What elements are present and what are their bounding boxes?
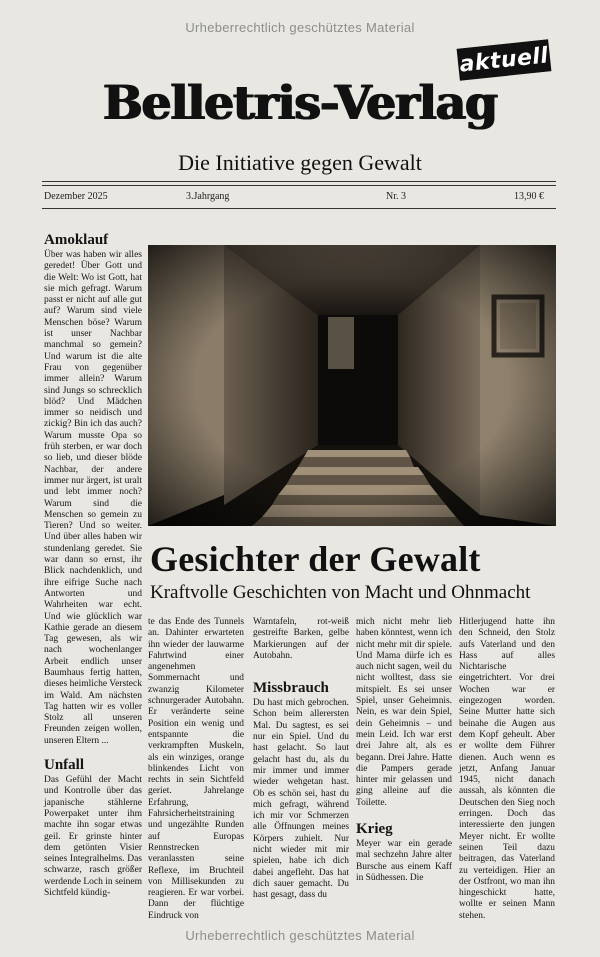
article-text-unfall-end: Warntafeln, rot-weiß gestreifte Barken, gelbe Markierungen auf der Autobahn. bbox=[253, 617, 349, 661]
headline: Gesichter der Gewalt bbox=[150, 539, 481, 579]
column-2 bbox=[148, 617, 244, 922]
issue-price: 13,90 € bbox=[514, 191, 544, 202]
article-text-missbrauch-cont: mich nicht mehr lieb haben könntest, wenn ich nicht mehr mit dir spiele. Und Mama dürfe ich es auch nicht sagen, weil du nicht wolltest, dass sie mitspielt. Es sei unser Spiel, unser Geheimnis. Nein, es war dein Spiel, dein Geheimnis – und mein Leid. Ich war erst drei Jahre alt, als es begann. Drei Jahre. Hatte die Pampers gerade hinter mir gelassen und ging alleine auf die Toilette. bbox=[356, 617, 452, 808]
divider-line bbox=[42, 208, 556, 209]
subheadline: Kraftvolle Geschichten von Macht und Ohnmacht bbox=[150, 582, 531, 603]
section-heading-missbrauch: Missbrauch bbox=[253, 680, 329, 697]
issue-date: Dezember 2025 bbox=[44, 191, 108, 202]
tagline: Die Initiative gegen Gewalt bbox=[178, 150, 422, 175]
article-text-unfall-cont: te das Ende des Tunnels an. Dahinter erwarteten ihn wieder der lauwarme Fahrtwind einer angenehmen Sommernacht und zwanzig Kilometer schnurgerader Autobahn. Er veränderte seine Position ein wenig und entspannte die verkrampften Muskeln, als ein winziges, orange blinkendes Licht von rechts in sein Sichtfeld geriet. Jahrelange Erfahrung, Fahrsicherheitstraining und ungezählte Runden auf Europas Rennstrecken veranlassten seine Reflexe, im Bruchteil von Millisekunden zu reagieren. Er war vorbei. Dann der flüchtige Eindruck von bbox=[148, 617, 244, 921]
section-heading-krieg: Krieg bbox=[356, 821, 393, 838]
watermark-top: Urheberrechtlich geschütztes Material bbox=[185, 20, 415, 35]
column-5 bbox=[459, 617, 555, 922]
dark-corridor-image bbox=[148, 245, 556, 526]
corridor-photo bbox=[148, 245, 556, 526]
article-text-amoklauf: Über was haben wir alles geredet! Über Gott und die Welt: Wo ist Gott, hat sie mich gefragt. Warum passt er nicht auf alle gut auf? Warum sind viele Menschen böse? Warum ist unser Nachbar manchmal so gemein? Und warum ist die alte Frau von gegenüber immer allein? Warum sind Jungs so schrecklich blöd? Und Mädchen immer so neidisch und zickig? Bin ich das auch? Warum musste Opa so früh sterben, er war doch so lieb, und dieser blöde Nachbar, der andere immer nur ärgert, ist uralt und lebt immer noch? Warum sind die Menschen so gemein zu Tieren? Und so weiter. Und über alles haben wir stundenlang geredet. Sie war dann so ernst, ihr Blick nachdenklich, und ihre eifrige Suche nach Antworten und Wahrheiten war echt. Und wie glücklich war Kathie gerade an diesem Tag gewesen, als wir nach wochenlanger Arbeit endlich unser Baumhaus fertig hatten, dieses heimliche Versteck im Wald. Am nächsten Tag hatten wir es voller Stolz all unseren Freunden zeigen wollen, unseren Eltern ... bbox=[44, 250, 142, 746]
article-text-missbrauch: Du hast mich gebrochen. Schon beim allerersten Mal. Du sagtest, es sei nur ein Spiel. Und du hast gelacht. So laut gelacht hast du, als du mir immer und immer wieder wehgetan hast. Ob es schön sei, hast du mich gefragt, während ich mir vor Schmerzen alle Öffnungen meines Körpers zuhielt. Nur nicht wieder mit mir spielen, habe ich dich dabei angefleht. Das hat dich sauer gemacht. Du hast gesagt, dass du bbox=[253, 698, 349, 901]
section-heading-amoklauf: Amoklauf bbox=[44, 232, 109, 248]
section-heading-unfall: Unfall bbox=[44, 757, 85, 774]
article-text-krieg: Meyer war ein gerade mal sechzehn Jahre alter Bursche aus einem Kaff in Südhessen. Die bbox=[356, 839, 452, 883]
masthead-title: Belletris-Verlag bbox=[102, 76, 498, 131]
badge-label: aktuell bbox=[458, 42, 550, 78]
article-text-unfall: Das Gefühl der Macht und Kontrolle über das japanische stählerne Powerpaket unter ihm machte ihn sogar etwas geil. Er grinste hinter dem getönten Visier seines Integralhelms. Das schwarze, rasch größer werdende Loch in seinem Sichtfeld kündig- bbox=[44, 775, 142, 899]
column-3 bbox=[253, 617, 349, 902]
issue-volume: 3.Jahrgang bbox=[186, 191, 230, 202]
divider-line bbox=[42, 185, 556, 186]
column-left bbox=[44, 232, 142, 899]
issue-number: Nr. 3 bbox=[386, 191, 406, 202]
watermark-bottom: Urheberrechtlich geschütztes Material bbox=[185, 928, 415, 943]
aktuell-badge bbox=[457, 39, 552, 80]
column-4 bbox=[356, 617, 452, 884]
divider-line bbox=[42, 181, 556, 182]
article-text-krieg-cont: Hitlerjugend hatte ihn den Schneid, den Stolz aufs Vaterland und den Hass auf alles Nichtarische eingetrichtert. Vor drei Wochen war er eingezogen worden. Seine Mutter hatte sich beinahe die Augen aus dem Kopf geheult. Aber er wollte dem Führer dienen. Auch wenn es jetzt, Anfang Januar 1945, nicht danach aussah, als könnten die Deutschen den Sieg noch erringen. Doch das interessierte den jungen Meyer nicht. Er wollte seinen Teil dazu beitragen, das Vaterland zu verteidigen. Hier an der Ostfront, wo man ihn hingeschickt hatte, wollte er seinen Mann stehen. bbox=[459, 617, 555, 921]
